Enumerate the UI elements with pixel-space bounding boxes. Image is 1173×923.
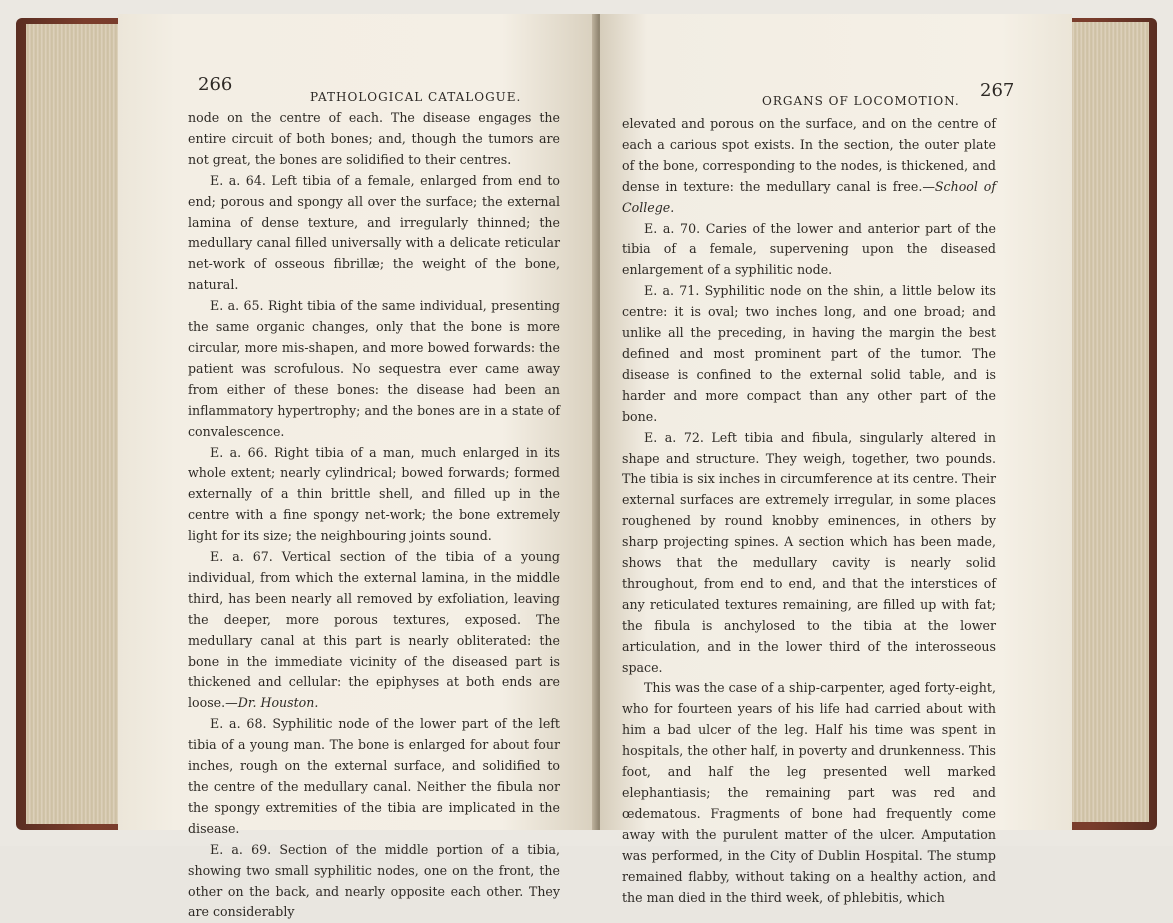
paragraph-text: E. a. 67. Vertical section of the tibia of a young individual, from which the external lamina, in the middle third, has been nearly all removed by exfoliation, leaving the deeper, more porous textures, exposed. The medullary canal at this part is nearly obliterated: the bone in the immediate vicinity of the diseased part is thickened and cellular: the epiphyses at both ends are loose.: [188, 549, 560, 711]
paragraph: [622, 114, 996, 219]
left-page: [118, 14, 598, 920]
left-running-head: PATHOLOGICAL CATALOGUE.: [310, 90, 522, 104]
paragraph: E. a. 69. Section of the middle portion of a tibia, showing two small syphilitic nodes, one on the front, the other on the back, and nearly opposite each other. They are considerably: [188, 841, 560, 920]
right-page-edges: [1065, 22, 1149, 822]
left-page-body: [188, 108, 560, 923]
right-page-body: [622, 114, 996, 908]
left-page-number: 266: [198, 74, 233, 95]
paragraph: node on the centre of each. The disease engages the entire circuit of both bones; and, though the tumors are not great, the bones are solidified to their centres.: [188, 110, 560, 167]
paragraph: E. a. 71. Syphilitic node on the shin, a little below its centre: it is oval; two inches long, and one broad; and unlike all the preceding, in having the margin the best defined and most prominent part of the tumor. The disease is confined to the external solid table, and is harder and more compact than any other part of the bone.: [622, 283, 996, 424]
paragraph: E. a. 68. Syphilitic node of the lower part of the left tibia of a young man. The bone is enlarged for about four inches, rough on the external surface, and solidified to the centre of the medullary canal. Neither the fibula nor the spongy extremities of the tibia are implicated in the disease.: [188, 716, 560, 836]
right-page-number: 267: [980, 80, 1015, 101]
paragraph: E. a. 66. Right tibia of a man, much enlarged in its whole extent; nearly cylindrical; bowed forwards; formed externally of a thin brittle shell, and filled up in the centre with a fine spongy net-work; the bone extremely light for its size; the neighbouring joints sound.: [188, 444, 560, 544]
attribution: —School of College.: [622, 178, 996, 215]
paragraph: E. a. 64. Left tibia of a female, enlarged from end to end; porous and spongy all over the surface; the external lamina of dense texture, and irregularly thinned; the medullary canal filled universally with a delicate reticular net-work of osseous fibrillæ; the weight of the bone, natural.: [188, 172, 560, 293]
paragraph: [188, 547, 560, 714]
right-running-head: ORGANS OF LOCOMOTION.: [762, 94, 960, 108]
paragraph-text: elevated and porous on the surface, and on the centre of each a carious spot exists. In the section, the outer plate of the bone, corresponding to the nodes, is thickened, and dense in texture: the medullary canal is free.: [622, 116, 996, 194]
paragraph: E. a. 65. Right tibia of the same individual, presenting the same organic changes, only that the bone is more circular, more mis-shapen, and more bowed forwards: the patient was scrofulous. No sequestra ever came away from either of these bones: the disease had been an inflammatory hypertrophy; and the bones are in a state of convalescence.: [188, 298, 560, 439]
paragraph: This was the case of a ship-carpenter, aged forty-eight, who for fourteen years of his life had carried about with him a bad ulcer of the leg. Half his time was spent in hospitals, the other half, in poverty and drunkenness. This foot, and half the leg presented well marked elephantiasis; the remaining part was red and œdematous. Fragments of bone had frequently come away with the purulent matter of the ulcer. Amputation was performed, in the City of Dublin Hospital. The stump remained flabby, without taking on a healthy action, and the man died in the third week, of phlebitis, which: [622, 680, 996, 905]
right-page: [600, 14, 1072, 905]
paragraph: E. a. 72. Left tibia and fibula, singularly altered in shape and structure. They weigh, together, two pounds. The tibia is six inches in circumference at its centre. Their external surfaces are extremely irregular, in some places roughened by round knobby eminences, in others by sharp projecting spines. A section which has been made, shows that the medullary cavity is nearly solid throughout, from end to end, and that the interstices of any reticulated textures remaining, are filled up with fat; the fibula is anchylosed to the tibia at the lower articulation, and in the lower third of the interosseous space.: [622, 429, 996, 675]
left-page-edges: [26, 24, 126, 824]
paragraph: E. a. 70. Caries of the lower and anterior part of the tibia of a female, supervening upon the diseased enlargement of a syphilitic node.: [622, 220, 996, 278]
attribution: —Dr. Houston.: [225, 695, 319, 711]
